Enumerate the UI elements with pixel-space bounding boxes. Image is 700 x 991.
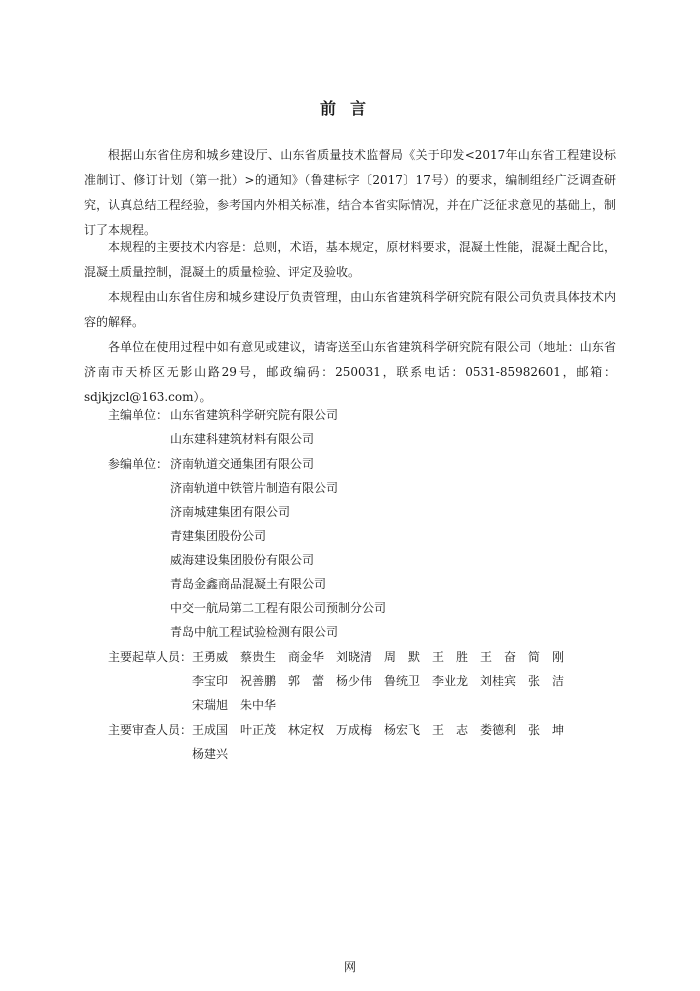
reviewer-name: 娄德利 <box>480 723 517 737</box>
footer-watermark-mark: 网 <box>343 960 356 974</box>
reviewers-row <box>192 718 576 742</box>
participating-units-label: 参编单位： <box>108 457 169 471</box>
reviewer-name: 王 志 <box>432 723 469 737</box>
drafter-name: 李宝印 <box>192 674 229 688</box>
reviewer-name: 张 坤 <box>528 723 565 737</box>
preface-paragraph-contents: 本规程的主要技术内容是：总则，术语，基本规定，原材料要求，混凝土性能，混凝土配合比，混凝土质量控制，混凝土的质量检验、评定及验收。 <box>84 240 616 279</box>
participating-unit-name: 威海建设集团股份有限公司 <box>170 553 315 567</box>
reviewers-block <box>84 718 576 766</box>
participating-unit-name: 青建集团股份公司 <box>170 529 267 543</box>
drafter-name: 张 洁 <box>528 674 565 688</box>
drafter-name: 周 默 <box>384 650 421 664</box>
drafters-block <box>84 645 576 717</box>
reviewers-row <box>192 742 576 766</box>
drafters-label: 主要起草人员： <box>108 650 193 664</box>
reviewer-name: 杨宏飞 <box>384 723 421 737</box>
drafter-name: 祝善鹏 <box>240 674 277 688</box>
drafter-name: 王 胜 <box>432 650 469 664</box>
chief-units-label: 主编单位： <box>108 408 169 422</box>
drafter-name: 刘晓清 <box>336 650 373 664</box>
reviewer-name: 王成国 <box>192 723 229 737</box>
drafters-row <box>192 645 576 669</box>
reviewers-label: 主要审查人员： <box>108 723 193 737</box>
drafter-name: 朱中华 <box>240 698 277 712</box>
participating-unit-name: 济南轨道中铁管片制造有限公司 <box>170 481 339 495</box>
drafter-name: 刘桂宾 <box>480 674 517 688</box>
drafter-name: 王 奋 <box>480 650 517 664</box>
reviewer-name: 杨建兴 <box>192 747 229 761</box>
drafter-name: 李业龙 <box>432 674 469 688</box>
drafter-name: 杨少伟 <box>336 674 373 688</box>
drafters-list <box>192 645 576 717</box>
drafter-name: 商金华 <box>288 650 325 664</box>
chief-unit-name: 山东省建筑科学研究院有限公司 <box>170 408 339 422</box>
chief-unit-name: 山东建科建筑材料有限公司 <box>170 432 315 446</box>
drafter-name: 蔡贵生 <box>240 650 277 664</box>
drafter-name: 鲁统卫 <box>384 674 421 688</box>
drafters-row <box>192 693 576 717</box>
drafters-row <box>192 669 576 693</box>
participating-unit-name: 中交一航局第二工程有限公司预制分公司 <box>170 601 387 615</box>
reviewer-name: 叶正茂 <box>240 723 277 737</box>
page-title: 前言 <box>319 99 380 118</box>
drafter-name: 王勇威 <box>192 650 229 664</box>
participating-units-list <box>170 452 386 644</box>
reviewers-list <box>192 718 576 766</box>
chief-units-list <box>170 403 338 451</box>
preface-paragraph-feedback: 各单位在使用过程中如有意见或建议，请寄送至山东省建筑科学研究院有限公司（地址：山东省济南市天桥区无影山路29号，邮政编码：250031，联系电话：0531-85982601，邮箱：sdjkjzcl@163.com）。 <box>84 340 616 404</box>
preface-paragraph-management: 本规程由山东省住房和城乡建设厅负责管理，由山东省建筑科学研究院有限公司负责具体技术内容的解释。 <box>84 290 616 329</box>
participating-unit-name: 济南轨道交通集团有限公司 <box>170 457 315 471</box>
reviewer-name: 万成梅 <box>336 723 373 737</box>
drafter-name: 郭 蕾 <box>288 674 325 688</box>
drafter-name: 宋瑞旭 <box>192 698 229 712</box>
reviewer-name: 林定权 <box>288 723 325 737</box>
preface-paragraph-basis: 根据山东省住房和城乡建设厅、山东省质量技术监督局《关于印发<2017年山东省工程建设标准制订、修订计划（第一批）>的通知》（鲁建标字〔2017〕17号）的要求，编制组经广泛调查研究，认真总结工程经验，参考国内外相关标准，结合本省实际情况，并在广泛征求意见的基础上，制订了本规程。 <box>84 148 616 237</box>
participating-units-block <box>84 452 386 644</box>
participating-unit-name: 青岛金鑫商品混凝土有限公司 <box>170 577 327 591</box>
participating-unit-name: 济南城建集团有限公司 <box>170 505 291 519</box>
participating-unit-name: 青岛中航工程试验检测有限公司 <box>170 625 339 639</box>
chief-units-block <box>84 403 338 451</box>
drafter-name: 简 刚 <box>528 650 565 664</box>
